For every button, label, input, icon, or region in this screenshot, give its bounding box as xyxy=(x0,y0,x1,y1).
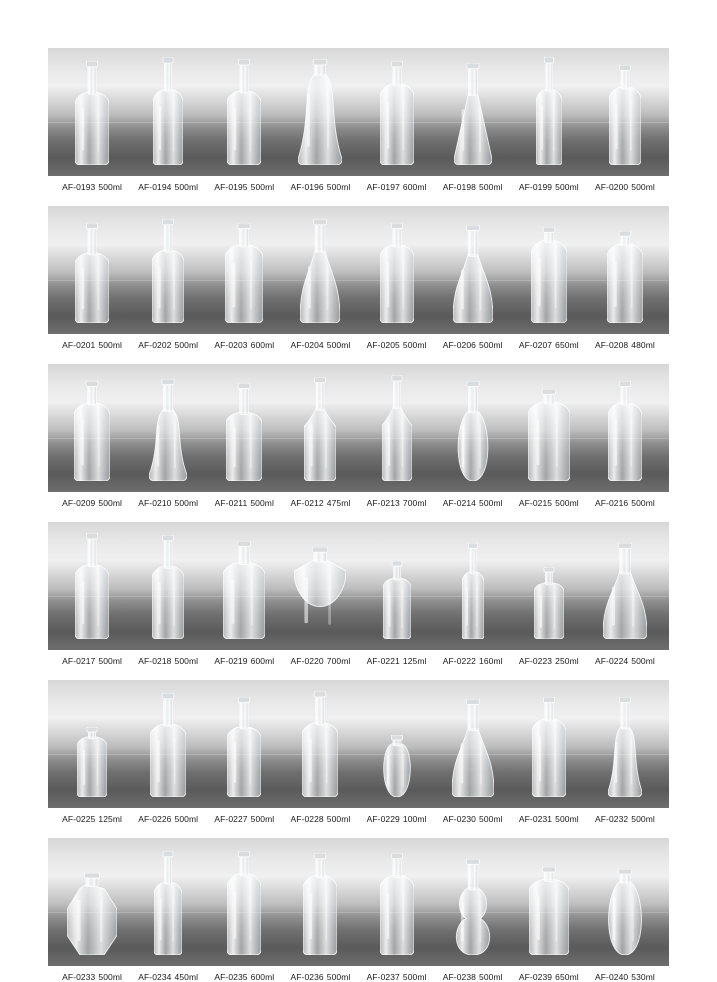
bottle-capacity: 600ml xyxy=(250,972,275,982)
bottle-cell[interactable] xyxy=(54,206,130,328)
bottle-capacity: 125ml xyxy=(402,656,427,666)
bottle-capacity: 500ml xyxy=(479,340,503,350)
bottle-cell[interactable] xyxy=(435,522,511,644)
bottle-image-af-0218[interactable] xyxy=(152,535,184,644)
bottle-capacity: 500ml xyxy=(479,182,503,192)
bottle-code: AF-0214 xyxy=(442,498,477,508)
bottle-label xyxy=(587,972,663,982)
bottle-image-af-0195[interactable] xyxy=(227,59,261,170)
bottle-capacity: 500ml xyxy=(402,972,427,982)
bottle-code: AF-0207 xyxy=(518,340,553,350)
bottle-capacity: 500ml xyxy=(631,814,655,824)
bottle-image-af-0198[interactable] xyxy=(454,63,492,170)
bottle-cell[interactable] xyxy=(359,364,435,486)
bottle-image-af-0196[interactable] xyxy=(298,59,342,170)
bottle-code: AF-0197 xyxy=(366,182,400,192)
bottle-capacity: 600ml xyxy=(250,656,275,666)
bottle-image-af-0220[interactable] xyxy=(294,547,346,644)
bottle-capacity: 650ml xyxy=(555,972,579,982)
bottle-capacity: 100ml xyxy=(402,814,427,824)
bottle-image-af-0239[interactable] xyxy=(529,867,569,960)
bottle-label xyxy=(130,182,206,192)
bottle-image-af-0204[interactable] xyxy=(300,219,340,328)
bottle-label xyxy=(54,340,130,350)
bottle-capacity: 475ml xyxy=(326,498,351,508)
bottle-code: AF-0232 xyxy=(594,814,629,824)
bottle-label xyxy=(511,656,587,666)
bottle-label xyxy=(54,656,130,666)
bottle-group xyxy=(48,838,669,966)
bottle-code: AF-0215 xyxy=(518,498,553,508)
bottle-capacity: 500ml xyxy=(250,498,274,508)
bottle-code: AF-0196 xyxy=(290,182,324,192)
bottle-label xyxy=(359,656,435,666)
bottle-label xyxy=(435,498,511,508)
bottle-code: AF-0236 xyxy=(290,972,324,982)
bottle-cell[interactable] xyxy=(206,838,282,960)
bottle-code: AF-0193 xyxy=(62,182,96,192)
bottle-image-af-0221[interactable] xyxy=(383,561,411,644)
bottle-capacity: 500ml xyxy=(250,814,275,824)
bottle-image-af-0208[interactable] xyxy=(607,231,643,328)
bottle-image-af-0228[interactable] xyxy=(302,691,338,802)
bottle-label xyxy=(282,972,358,982)
bottle-cell[interactable] xyxy=(282,838,358,960)
display-shelf xyxy=(48,680,669,808)
bottle-label xyxy=(54,182,130,192)
bottle-image-af-0237[interactable] xyxy=(380,853,414,960)
bottle-capacity: 125ml xyxy=(98,814,123,824)
bottle-image-af-0236[interactable] xyxy=(303,853,337,960)
bottle-cell[interactable] xyxy=(359,522,435,644)
bottle-image-af-0232[interactable] xyxy=(608,697,642,802)
bottle-capacity: 500ml xyxy=(631,182,655,192)
bottle-label xyxy=(587,814,663,824)
bottle-capacity: 500ml xyxy=(631,656,655,666)
bottle-cell[interactable] xyxy=(130,522,206,644)
bottle-code: AF-0228 xyxy=(290,814,324,824)
bottle-code: AF-0224 xyxy=(594,656,629,666)
display-shelf xyxy=(48,838,669,966)
bottle-label xyxy=(359,498,435,508)
bottle-image-af-0224[interactable] xyxy=(603,543,647,644)
bottle-cell[interactable] xyxy=(54,680,130,802)
bottle-capacity: 480ml xyxy=(631,340,655,350)
bottle-code: AF-0233 xyxy=(62,972,96,982)
bottle-code: AF-0216 xyxy=(594,498,629,508)
bottle-cell[interactable] xyxy=(511,838,587,960)
bottle-cell[interactable] xyxy=(359,206,435,328)
bottle-code: AF-0211 xyxy=(214,498,248,508)
bottle-image-af-0193[interactable] xyxy=(75,61,109,170)
bottle-capacity: 650ml xyxy=(555,340,579,350)
bottle-code: AF-0204 xyxy=(290,340,324,350)
bottle-label xyxy=(282,498,358,508)
bottle-code: AF-0235 xyxy=(214,972,248,982)
bottle-capacity: 500ml xyxy=(402,340,427,350)
bottle-code: AF-0206 xyxy=(442,340,477,350)
bottle-capacity: 500ml xyxy=(479,814,503,824)
bottle-capacity: 160ml xyxy=(479,656,503,666)
bottle-label xyxy=(206,182,282,192)
bottle-cell[interactable] xyxy=(587,48,663,170)
bottle-image-af-0230[interactable] xyxy=(452,699,494,802)
bottle-code: AF-0219 xyxy=(214,656,248,666)
bottle-image-af-0226[interactable] xyxy=(150,693,186,802)
bottle-image-af-0213[interactable] xyxy=(382,375,412,486)
bottle-capacity: 500ml xyxy=(555,814,579,824)
bottle-capacity: 700ml xyxy=(402,498,427,508)
bottle-cell[interactable] xyxy=(206,680,282,802)
bottle-code: AF-0200 xyxy=(594,182,629,192)
catalog-row xyxy=(48,48,669,192)
bottle-image-af-0235[interactable] xyxy=(227,851,261,960)
bottle-group xyxy=(48,48,669,176)
bottle-label xyxy=(511,972,587,982)
bottle-capacity: 500ml xyxy=(174,656,199,666)
bottle-group xyxy=(48,522,669,650)
bottle-cell[interactable] xyxy=(587,522,663,644)
bottle-code: AF-0225 xyxy=(62,814,96,824)
bottle-label xyxy=(206,972,282,982)
bottle-capacity: 500ml xyxy=(555,498,579,508)
bottle-label xyxy=(206,340,282,350)
bottle-capacity: 500ml xyxy=(479,972,503,982)
bottle-image-af-0225[interactable] xyxy=(77,727,107,802)
bottle-label xyxy=(587,182,663,192)
bottle-capacity: 500ml xyxy=(326,814,351,824)
bottle-image-af-0216[interactable] xyxy=(608,381,642,486)
bottle-label xyxy=(282,814,358,824)
catalog-row xyxy=(48,206,669,350)
bottle-label xyxy=(359,814,435,824)
bottle-label-group xyxy=(48,492,669,508)
bottle-capacity: 250ml xyxy=(555,656,579,666)
bottle-cell[interactable] xyxy=(282,364,358,486)
bottle-code: AF-0212 xyxy=(290,498,324,508)
catalog-row xyxy=(48,838,669,982)
bottle-code: AF-0238 xyxy=(442,972,477,982)
bottle-image-af-0210[interactable] xyxy=(149,379,187,486)
bottle-capacity: 500ml xyxy=(98,972,123,982)
bottle-cell[interactable] xyxy=(435,364,511,486)
bottle-label xyxy=(54,814,130,824)
bottle-image-af-0231[interactable] xyxy=(532,697,566,802)
bottle-image-af-0215[interactable] xyxy=(528,389,570,486)
bottle-label xyxy=(130,814,206,824)
bottle-cell[interactable] xyxy=(206,48,282,170)
catalog-row xyxy=(48,680,669,824)
bottle-cell[interactable] xyxy=(359,680,435,802)
bottle-code: AF-0221 xyxy=(366,656,400,666)
bottle-cell[interactable] xyxy=(511,206,587,328)
bottle-code: AF-0237 xyxy=(366,972,400,982)
bottle-cell[interactable] xyxy=(587,364,663,486)
bottle-image-af-0240[interactable] xyxy=(604,869,646,960)
bottle-capacity: 500ml xyxy=(250,182,275,192)
bottle-code: AF-0208 xyxy=(594,340,629,350)
bottle-capacity: 600ml xyxy=(250,340,275,350)
bottle-label xyxy=(435,340,511,350)
bottle-label xyxy=(359,340,435,350)
bottle-capacity: 500ml xyxy=(326,182,351,192)
bottle-cell[interactable] xyxy=(435,838,511,960)
bottle-capacity: 500ml xyxy=(631,498,655,508)
bottle-cell[interactable] xyxy=(206,522,282,644)
bottle-image-af-0238[interactable] xyxy=(453,859,493,960)
bottle-code: AF-0240 xyxy=(594,972,629,982)
bottle-label xyxy=(511,340,587,350)
bottle-code: AF-0231 xyxy=(518,814,553,824)
bottle-cell[interactable] xyxy=(54,48,130,170)
bottle-label xyxy=(206,498,282,508)
bottle-capacity: 500ml xyxy=(174,340,199,350)
bottle-capacity: 500ml xyxy=(326,972,351,982)
bottle-label xyxy=(359,182,435,192)
bottle-cell[interactable] xyxy=(435,680,511,802)
bottle-image-af-0234[interactable] xyxy=(154,851,182,960)
bottle-image-af-0200[interactable] xyxy=(609,65,641,170)
bottle-code: AF-0218 xyxy=(138,656,172,666)
bottle-label xyxy=(54,972,130,982)
bottle-code: AF-0199 xyxy=(518,182,553,192)
bottle-cell[interactable] xyxy=(206,364,282,486)
bottle-cell[interactable] xyxy=(130,838,206,960)
bottle-capacity: 500ml xyxy=(98,182,123,192)
bottle-image-af-0207[interactable] xyxy=(531,227,567,328)
bottle-image-af-0214[interactable] xyxy=(454,381,492,486)
bottle-label xyxy=(54,498,130,508)
bottle-label-group xyxy=(48,650,669,666)
bottle-label xyxy=(282,340,358,350)
bottle-group xyxy=(48,206,669,334)
bottle-code: AF-0226 xyxy=(138,814,172,824)
bottle-code: AF-0223 xyxy=(518,656,553,666)
bottle-code: AF-0220 xyxy=(290,656,324,666)
bottle-label-group xyxy=(48,808,669,824)
bottle-capacity: 450ml xyxy=(174,972,199,982)
bottle-cell[interactable] xyxy=(359,48,435,170)
bottle-cell[interactable] xyxy=(511,364,587,486)
bottle-cell[interactable] xyxy=(282,680,358,802)
display-shelf xyxy=(48,48,669,176)
bottle-image-af-0212[interactable] xyxy=(304,377,336,486)
bottle-code: AF-0198 xyxy=(442,182,477,192)
bottle-image-af-0199[interactable] xyxy=(536,57,562,170)
bottle-image-af-0217[interactable] xyxy=(75,533,109,644)
bottle-code: AF-0213 xyxy=(366,498,400,508)
bottle-label xyxy=(130,656,206,666)
bottle-label xyxy=(587,340,663,350)
bottle-cell[interactable] xyxy=(587,680,663,802)
bottle-label xyxy=(435,814,511,824)
bottle-label xyxy=(435,182,511,192)
bottle-image-af-0201[interactable] xyxy=(75,223,109,328)
bottle-image-af-0205[interactable] xyxy=(380,223,414,328)
bottle-cell[interactable] xyxy=(130,48,206,170)
bottle-capacity: 500ml xyxy=(326,340,351,350)
bottle-image-af-0209[interactable] xyxy=(74,381,110,486)
display-shelf xyxy=(48,206,669,334)
bottle-cell[interactable] xyxy=(511,680,587,802)
bottle-cell[interactable] xyxy=(130,206,206,328)
bottle-cell[interactable] xyxy=(130,364,206,486)
bottle-label xyxy=(206,814,282,824)
bottle-code: AF-0203 xyxy=(214,340,248,350)
bottle-image-af-0211[interactable] xyxy=(226,383,262,486)
bottle-code: AF-0205 xyxy=(366,340,400,350)
bottle-cell[interactable] xyxy=(130,680,206,802)
bottle-cell[interactable] xyxy=(511,48,587,170)
bottle-cell[interactable] xyxy=(511,522,587,644)
bottle-label xyxy=(435,656,511,666)
bottle-capacity: 500ml xyxy=(98,656,123,666)
bottle-code: AF-0202 xyxy=(138,340,172,350)
bottle-code: AF-0227 xyxy=(214,814,248,824)
bottle-capacity: 500ml xyxy=(174,182,199,192)
bottle-cell[interactable] xyxy=(587,206,663,328)
bottle-code: AF-0194 xyxy=(138,182,172,192)
bottle-label xyxy=(435,972,511,982)
bottle-code: AF-0230 xyxy=(442,814,477,824)
bottle-label xyxy=(511,182,587,192)
bottle-image-af-0229[interactable] xyxy=(380,735,414,802)
bottle-code: AF-0229 xyxy=(366,814,400,824)
bottle-code: AF-0239 xyxy=(518,972,553,982)
bottle-image-af-0222[interactable] xyxy=(462,543,484,644)
bottle-label-group xyxy=(48,334,669,350)
bottle-group xyxy=(48,364,669,492)
catalog-row xyxy=(48,522,669,666)
bottle-image-af-0206[interactable] xyxy=(453,225,493,328)
bottle-code: AF-0195 xyxy=(214,182,248,192)
bottle-cell[interactable] xyxy=(54,364,130,486)
bottle-label xyxy=(130,498,206,508)
bottle-cell[interactable] xyxy=(359,838,435,960)
bottle-capacity: 500ml xyxy=(555,182,579,192)
display-shelf xyxy=(48,522,669,650)
bottle-image-af-0219[interactable] xyxy=(223,541,265,644)
bottle-capacity: 500ml xyxy=(98,498,123,508)
bottle-cell[interactable] xyxy=(587,838,663,960)
bottle-capacity: 700ml xyxy=(326,656,351,666)
bottle-capacity: 500ml xyxy=(98,340,123,350)
bottle-code: AF-0210 xyxy=(138,498,172,508)
bottle-image-af-0203[interactable] xyxy=(225,223,263,328)
bottle-code: AF-0209 xyxy=(62,498,96,508)
bottle-image-af-0194[interactable] xyxy=(153,57,183,170)
bottle-image-af-0227[interactable] xyxy=(227,697,261,802)
bottle-label xyxy=(587,656,663,666)
display-shelf xyxy=(48,364,669,492)
bottle-image-af-0197[interactable] xyxy=(380,61,414,170)
bottle-cell[interactable] xyxy=(282,522,358,644)
bottle-cell[interactable] xyxy=(435,48,511,170)
bottle-code: AF-0217 xyxy=(62,656,96,666)
bottle-image-af-0223[interactable] xyxy=(534,567,564,644)
bottle-code: AF-0201 xyxy=(62,340,96,350)
bottle-label xyxy=(587,498,663,508)
bottle-label xyxy=(206,656,282,666)
bottle-group xyxy=(48,680,669,808)
bottle-capacity: 600ml xyxy=(402,182,427,192)
bottle-cell[interactable] xyxy=(54,838,130,960)
bottle-cell[interactable] xyxy=(54,522,130,644)
bottle-code: AF-0222 xyxy=(442,656,477,666)
bottle-capacity: 500ml xyxy=(479,498,503,508)
bottle-cell[interactable] xyxy=(435,206,511,328)
bottle-cell[interactable] xyxy=(282,206,358,328)
bottle-code: AF-0234 xyxy=(138,972,172,982)
bottle-label xyxy=(130,340,206,350)
bottle-label xyxy=(282,656,358,666)
bottle-image-af-0202[interactable] xyxy=(152,219,184,328)
bottle-label-group xyxy=(48,176,669,192)
bottle-cell[interactable] xyxy=(282,48,358,170)
bottle-capacity: 500ml xyxy=(174,498,199,508)
bottle-image-af-0233[interactable] xyxy=(67,873,117,960)
bottle-cell[interactable] xyxy=(206,206,282,328)
bottle-label xyxy=(282,182,358,192)
catalog-row xyxy=(48,364,669,508)
bottle-label xyxy=(130,972,206,982)
bottle-capacity: 530ml xyxy=(631,972,655,982)
bottle-capacity: 500ml xyxy=(174,814,199,824)
bottle-label xyxy=(511,814,587,824)
bottle-label xyxy=(359,972,435,982)
bottle-label xyxy=(511,498,587,508)
